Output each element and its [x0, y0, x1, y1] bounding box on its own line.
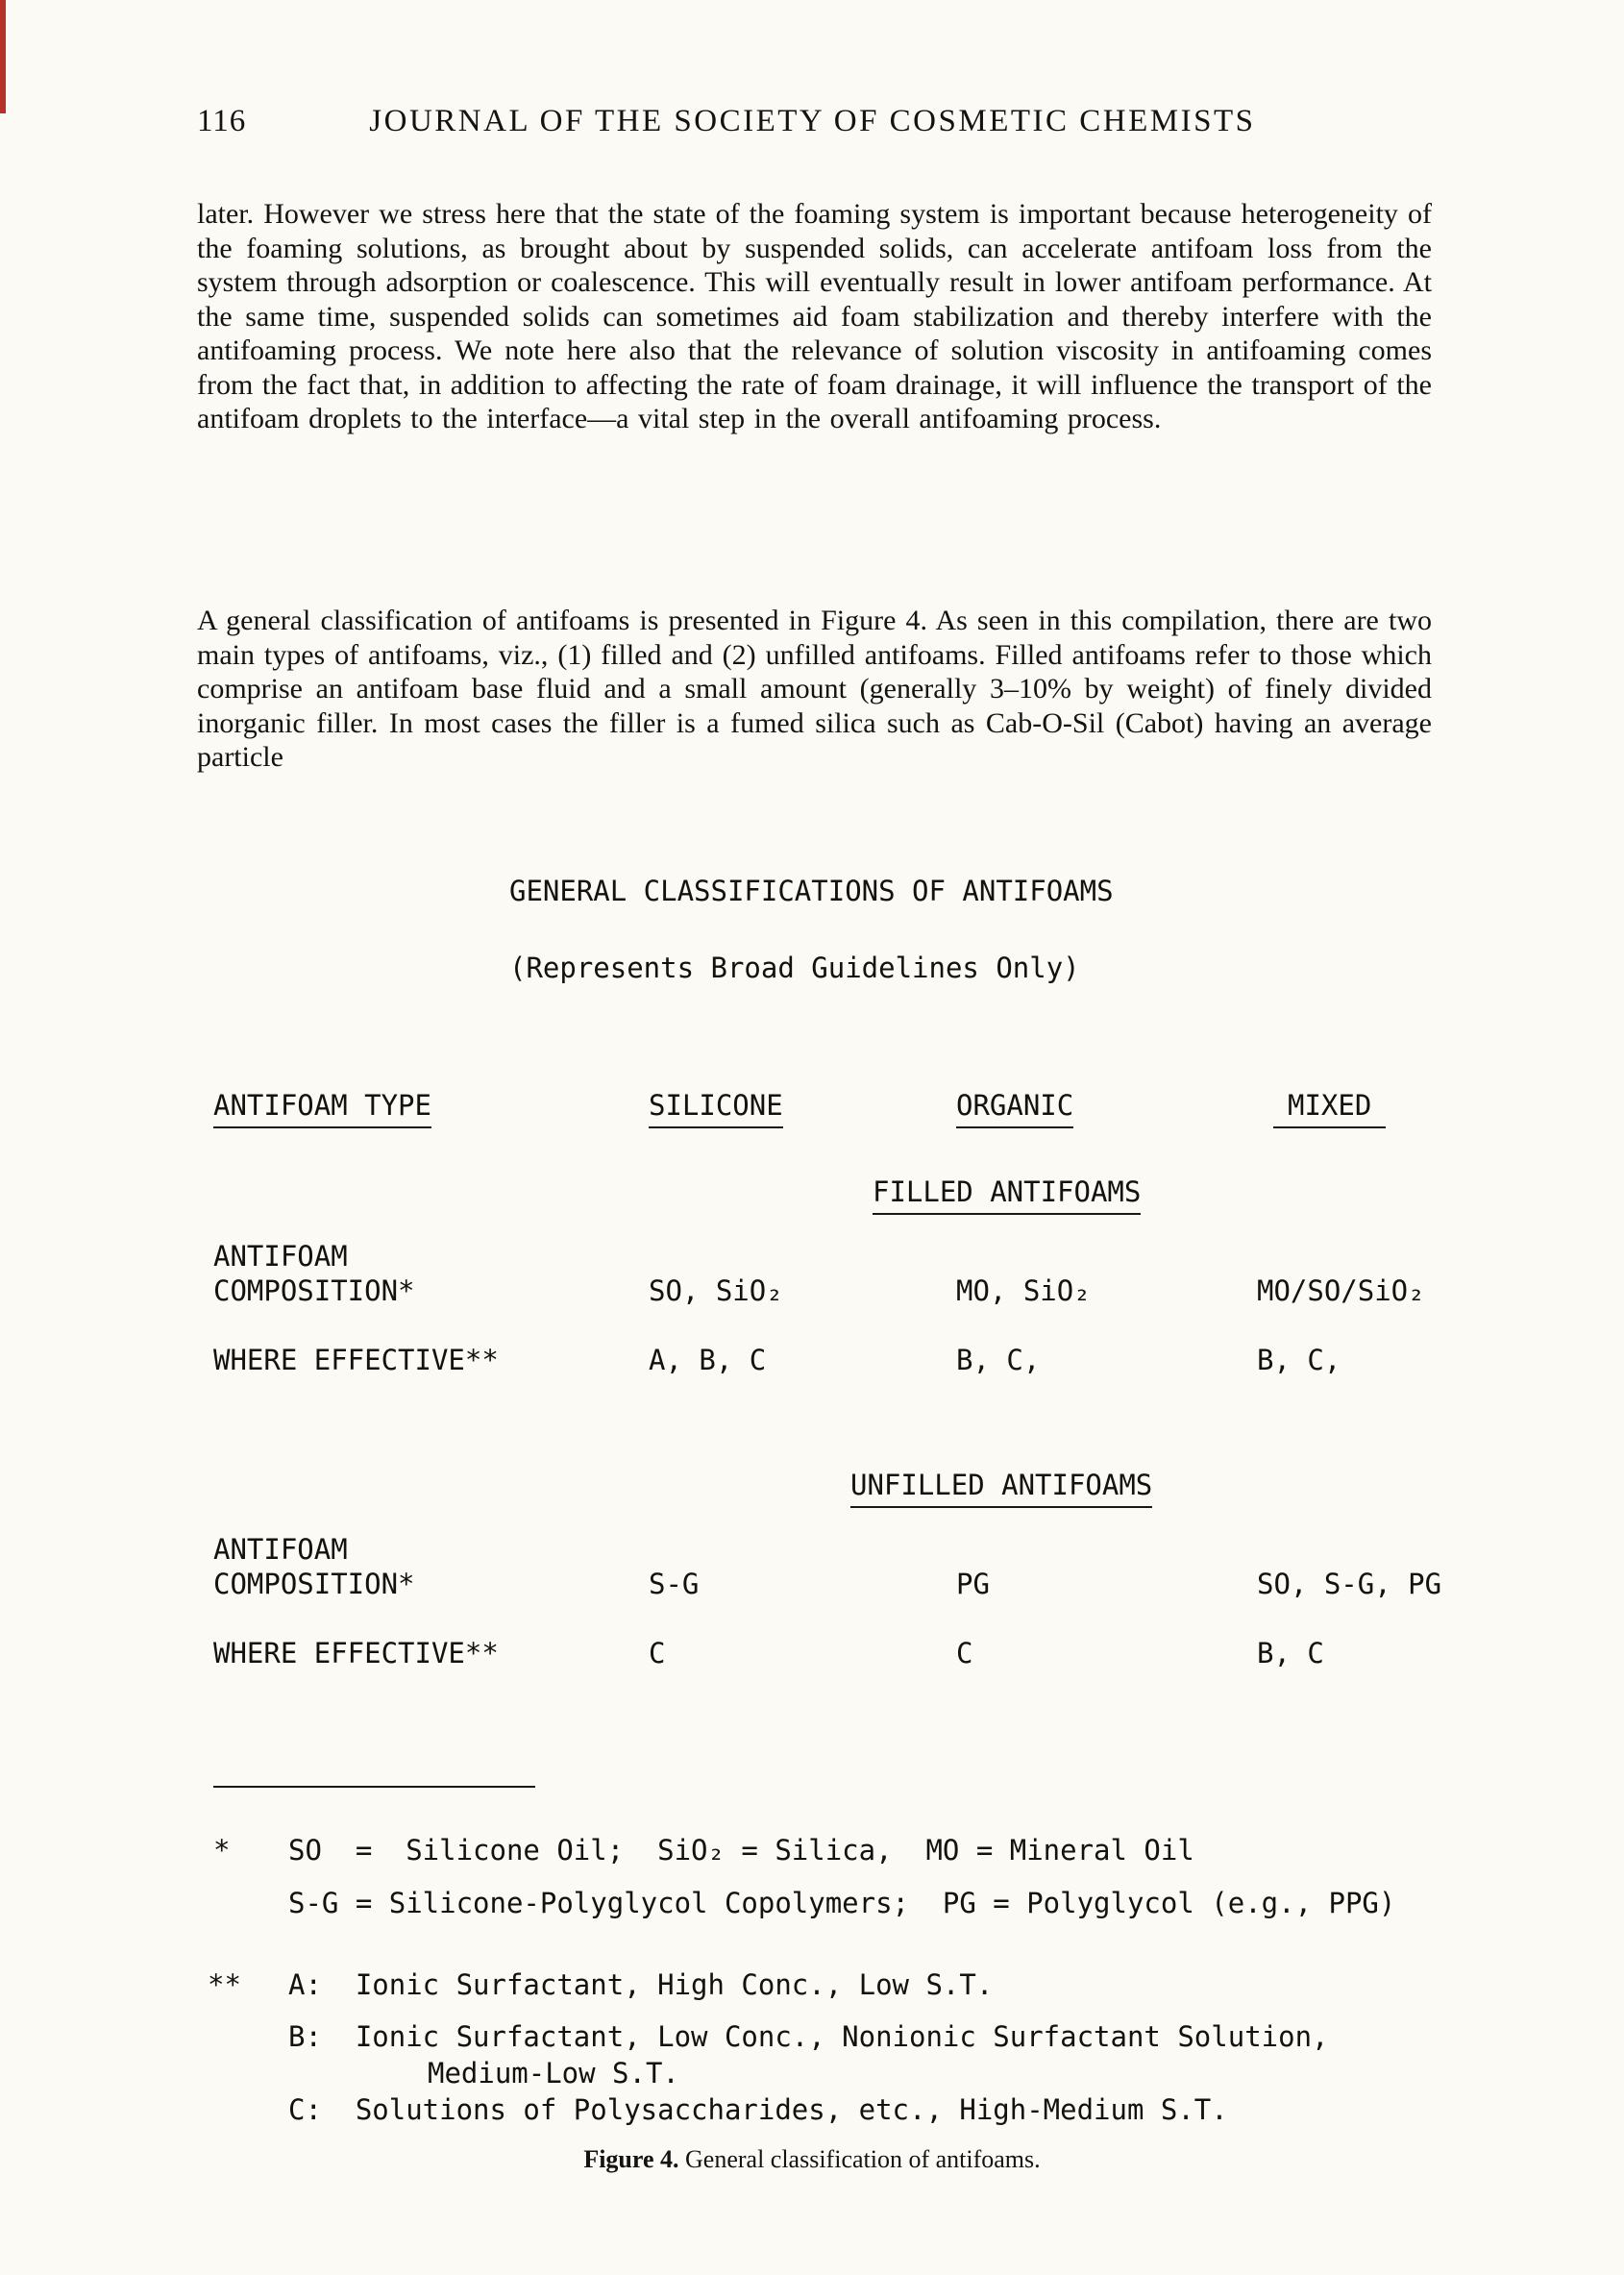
- column-header-mixed: MIXED: [1273, 1089, 1386, 1128]
- footnote2-line-c: C: Solutions of Polysaccharides, etc., High-Medium S.T.: [288, 2093, 1228, 2126]
- footnote1-line2: S-G = Silicone-Polyglycol Copolymers; PG = Polyglycol (e.g., PPG): [288, 1887, 1396, 1919]
- journal-title: JOURNAL OF THE SOCIETY OF COSMETIC CHEMISTS: [369, 104, 1256, 138]
- filled-composition-silicone: SO, SiO₂: [649, 1274, 783, 1307]
- row-label-where-effective-1: WHERE EFFECTIVE**: [213, 1344, 499, 1376]
- section-heading-unfilled: UNFILLED ANTIFOAMS: [850, 1469, 1152, 1508]
- filled-effective-mixed: B, C,: [1257, 1344, 1341, 1376]
- row-label-antifoam-2: ANTIFOAM: [213, 1533, 348, 1566]
- column-header-organic: ORGANIC: [956, 1089, 1073, 1128]
- unfilled-effective-silicone: C: [649, 1637, 666, 1669]
- paragraph-antifoam-classification: A general classification of antifoams is presented in Figure 4. As seen in this compilation, there are two main types of antifoams, viz., (1) filled and (2) unfilled antifoams. Filled antifoams refer to those which comprise an antifoam base fluid and a small amount (generally 3–10% by weight) of finely divided inorganic filler. In most cases the filler is a fumed silica such as Cab-O-Sil (Cabot) having an average particle: [197, 605, 1432, 773]
- footnote2-line-a: A: Ionic Surfactant, High Conc., Low S.T.: [288, 1968, 994, 2001]
- row-label-antifoam-1: ANTIFOAM: [213, 1240, 348, 1273]
- footnote2-line-b-continuation: Medium-Low S.T.: [428, 2057, 679, 2090]
- filled-effective-silicone: A, B, C: [649, 1344, 767, 1376]
- page-number: 116: [197, 104, 247, 138]
- figure-caption: [0, 2145, 1624, 2174]
- page-header: [197, 104, 1432, 139]
- footnote-divider-rule: [213, 1786, 535, 1788]
- filled-effective-organic: B, C,: [956, 1344, 1041, 1376]
- scan-edge-artifact: [0, 0, 6, 113]
- unfilled-composition-organic: PG: [956, 1568, 990, 1600]
- figure-caption-text: General classification of antifoams.: [678, 2145, 1041, 2173]
- footnote2-line-b: B: Ionic Surfactant, Low Conc., Nonionic Surfactant Solution,: [288, 2020, 1329, 2053]
- section-heading-filled: FILLED ANTIFOAMS: [873, 1175, 1141, 1215]
- unfilled-composition-mixed: SO, S-G, PG: [1257, 1568, 1442, 1600]
- footnote2-marker: **: [208, 1968, 241, 2001]
- paragraph-foaming-system: later. However we stress here that the state of the foaming system is important because heterogeneity of the foaming solutions, as brought about by suspended solids, can accelerate antifoam loss from the system through adsorption or coalescence. This will eventually result in lower antifoam performance. At the same time, suspended solids can sometimes aid foam stabilization and thereby interfere with the antifoaming process. We note here also that the relevance of solution viscosity in antifoaming comes from the fact that, in addition to affecting the rate of foam drainage, it will influence the transport of the antifoam droplets to the interface—a vital step in the overall antifoaming process.: [197, 198, 1432, 434]
- figure-4: [0, 846, 1624, 2275]
- row-label-composition-2: COMPOSITION*: [213, 1568, 415, 1600]
- row-label-where-effective-2: WHERE EFFECTIVE**: [213, 1637, 499, 1669]
- column-header-antifoam-type: ANTIFOAM TYPE: [213, 1089, 431, 1128]
- unfilled-effective-organic: C: [956, 1637, 973, 1669]
- footnote1-marker: *: [213, 1834, 231, 1867]
- unfilled-composition-silicone: S-G: [649, 1568, 700, 1600]
- figure-caption-label: Figure 4.: [583, 2145, 679, 2173]
- figure-title: GENERAL CLASSIFICATIONS OF ANTIFOAMS: [509, 875, 1114, 907]
- column-header-silicone: SILICONE: [649, 1089, 783, 1128]
- filled-composition-organic: MO, SiO₂: [956, 1274, 1091, 1307]
- filled-composition-mixed: MO/SO/SiO₂: [1257, 1274, 1425, 1307]
- unfilled-effective-mixed: B, C: [1257, 1637, 1324, 1669]
- figure-subtitle: (Represents Broad Guidelines Only): [509, 952, 1080, 984]
- footnote1-line1: SO = Silicone Oil; SiO₂ = Silica, MO = Mineral Oil: [288, 1834, 1194, 1867]
- row-label-composition-1: COMPOSITION*: [213, 1274, 415, 1307]
